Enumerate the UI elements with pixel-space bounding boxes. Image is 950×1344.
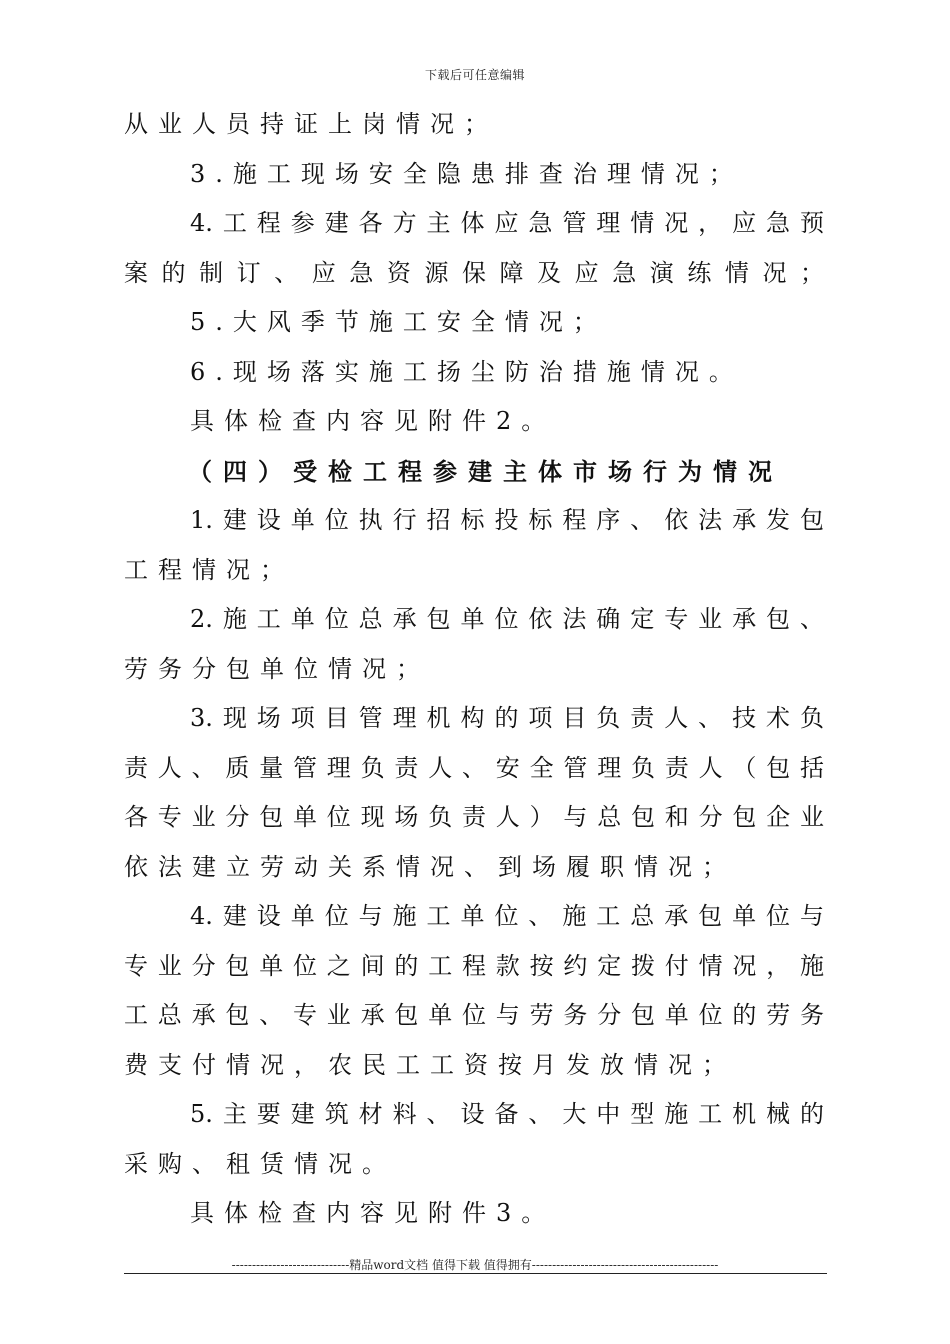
text-line: 采购、租赁情况。 [124, 1149, 396, 1178]
footer-divider [124, 1273, 827, 1274]
list-item: 1.建设单位执行招标投标程序、依法承发包 [190, 506, 824, 534]
list-item: 4.工程参建各方主体应急管理情况，应急预 [190, 209, 824, 237]
section-heading: （四）受检工程参建主体市场行为情况 [188, 456, 783, 486]
list-item: 6.现场落实施工扬尘防治措施情况。 [190, 357, 743, 386]
text-line: 依法建立劳动关系情况、到场履职情况； [124, 852, 736, 881]
header-note: 下载后可任意编辑 [424, 68, 525, 82]
text-line: 劳务分包单位情况； [124, 654, 430, 683]
list-item: 5.主要建筑材料、设备、大中型施工机械的 [190, 1100, 824, 1128]
text-line: 具体检查内容见附件3。 [190, 1199, 556, 1227]
list-item: 3.施工现场安全隐患排查治理情况； [190, 159, 743, 188]
text-line: 从业人员持证上岗情况； [124, 110, 498, 138]
list-item: 3.现场项目管理机构的项目负责人、技术负 [190, 704, 824, 732]
text-line: 责人、质量管理负责人、安全管理负责人（包括 [124, 753, 824, 782]
list-item: 2.施工单位总承包单位依法确定专业承包、 [190, 605, 824, 633]
text-line: 各专业分包单位现场负责人）与总包和分包企业 [124, 803, 824, 831]
text-line: 案的制订、应急资源保障及应急演练情况； [124, 258, 824, 287]
document-body [124, 100, 824, 1239]
text-line: 具体检查内容见附件2。 [190, 407, 556, 435]
text-line: 专业分包单位之间的工程款按约定拨付情况，施 [124, 951, 824, 980]
list-item: 4.建设单位与施工单位、施工总承包单位与 [190, 902, 824, 930]
text-line: 工总承包、专业承包单位与劳务分包单位的劳务 [124, 1001, 824, 1029]
footer-note: -----------------------------精品word文档 值得下载 值得拥有---------------------------------------------- [231, 1258, 719, 1272]
text-line: 工程情况； [124, 555, 294, 584]
list-item: 5.大风季节施工安全情况； [190, 308, 607, 336]
text-line: 费支付情况，农民工工资按月发放情况； [124, 1050, 736, 1079]
